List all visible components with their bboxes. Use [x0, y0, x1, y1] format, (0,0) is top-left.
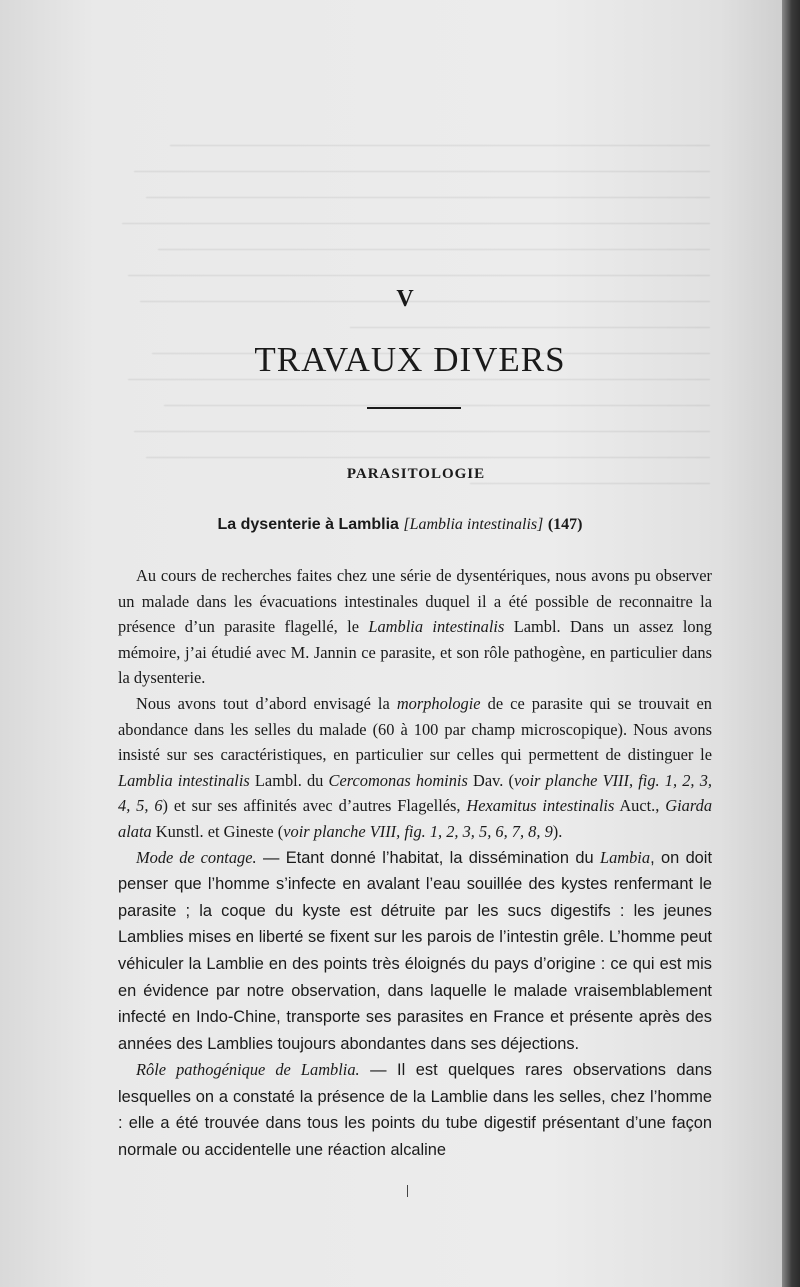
- text-run: Kunstl. et Gineste (: [151, 821, 284, 841]
- paragraph-4: [118, 1057, 712, 1163]
- scan-edge: [782, 0, 800, 1287]
- species-name: Hexamitus intestinalis: [466, 796, 615, 816]
- ink-mark: [407, 1185, 408, 1197]
- species-name: Lambia: [599, 847, 651, 867]
- text-run: Lambl. Dans un assez long mémoire, j’ai étudié avec M. Jannin ce parasite, et son rôle pathogène, en particulier dans la dysenterie.: [118, 617, 712, 688]
- species-name: Lamblia intestinalis: [368, 617, 505, 637]
- text-run: Auct.,: [614, 796, 666, 816]
- species-name: Lamblia intestinalis: [118, 770, 250, 790]
- plate-reference: voir planche VIII, fig. 1, 2, 3, 5, 6, 7, 8, 9: [283, 821, 553, 841]
- plate-reference: voir planche VIII, fig. 1, 2, 3, 4, 5, 6: [118, 770, 712, 816]
- text-run: — Il est quelques rares observations dans lesquelles on a constaté la présence de la Lamblie dans les selles, chez l’homme : elle a été trouvée dans tous les points du tube digestif présentant d’une façon normale ou accidentelle une réaction alcaline: [118, 1061, 713, 1160]
- text-run: Dav. (: [467, 770, 514, 790]
- text-run: Nous avons tout d’abord envisagé la: [136, 693, 397, 713]
- article-title-reference: (147): [547, 516, 583, 533]
- text-run: Lambl. du: [249, 770, 329, 790]
- text-run: — Etant donné l’habitat, la dissémination du: [256, 848, 600, 867]
- text-run: Au cours de recherches faites chez une série de dysentériques, nous avons pu observer un malade dans les évacuations intestinales duquel il a été possible de reconnaitre la présence d’un parasite flagellé, le: [118, 566, 712, 637]
- section-heading: PARASITOLOGIE: [346, 466, 486, 482]
- title-divider: [367, 407, 461, 409]
- show-through-text: [110, 120, 710, 509]
- subheading: Rôle pathogénique de Lamblia.: [136, 1060, 360, 1080]
- emphasis: morphologie: [396, 693, 481, 713]
- paragraph-3: [118, 845, 712, 1058]
- text-run: , on doit penser que l’homme s’infecte en avalant l’eau souillée des kystes renfermant le parasite ; la coque du kyste est détruite par les sucs digestifs : les jeunes Lamblies mises en liberté se fixent sur les parois de l’intestin grêle. L’homme peut véhiculer la Lamblie en des points très éloignés du pays d’origine : ce qui est mis en évidence par notre observation, dans laquelle le malade vraisemblablement infecté en Indo-Chine, transporte ses parasites en France et présente après des années des Lamblies toujours abondantes dans ses déjections.: [118, 848, 712, 1053]
- paragraph-2: [118, 691, 712, 845]
- chapter-title: TRAVAUX DIVERS: [254, 340, 566, 379]
- species-name: Giarda alata: [118, 796, 713, 841]
- subheading: Mode de contage.: [136, 847, 257, 867]
- article-title-lead: La dysenterie à Lamblia: [217, 516, 399, 533]
- text-run: de ce parasite qui se trouvait en abondance dans les selles du malade (60 à 100 par champ microscopique). Nous avons insisté sur ses caractéristiques, en particulier sur celles qui permettent de distinguer le: [118, 693, 712, 765]
- species-name: Cercomonas hominis: [328, 770, 468, 790]
- text-run: ) et sur ses affinités avec d’autres Flagellés,: [162, 796, 467, 816]
- article-title-species: [Lamblia intestinalis]: [403, 516, 544, 533]
- article-title: [0, 516, 800, 534]
- chapter-number: V: [396, 286, 414, 312]
- article-body: [118, 563, 712, 1164]
- paragraph-1: [118, 563, 712, 691]
- text-run: ).: [552, 821, 563, 841]
